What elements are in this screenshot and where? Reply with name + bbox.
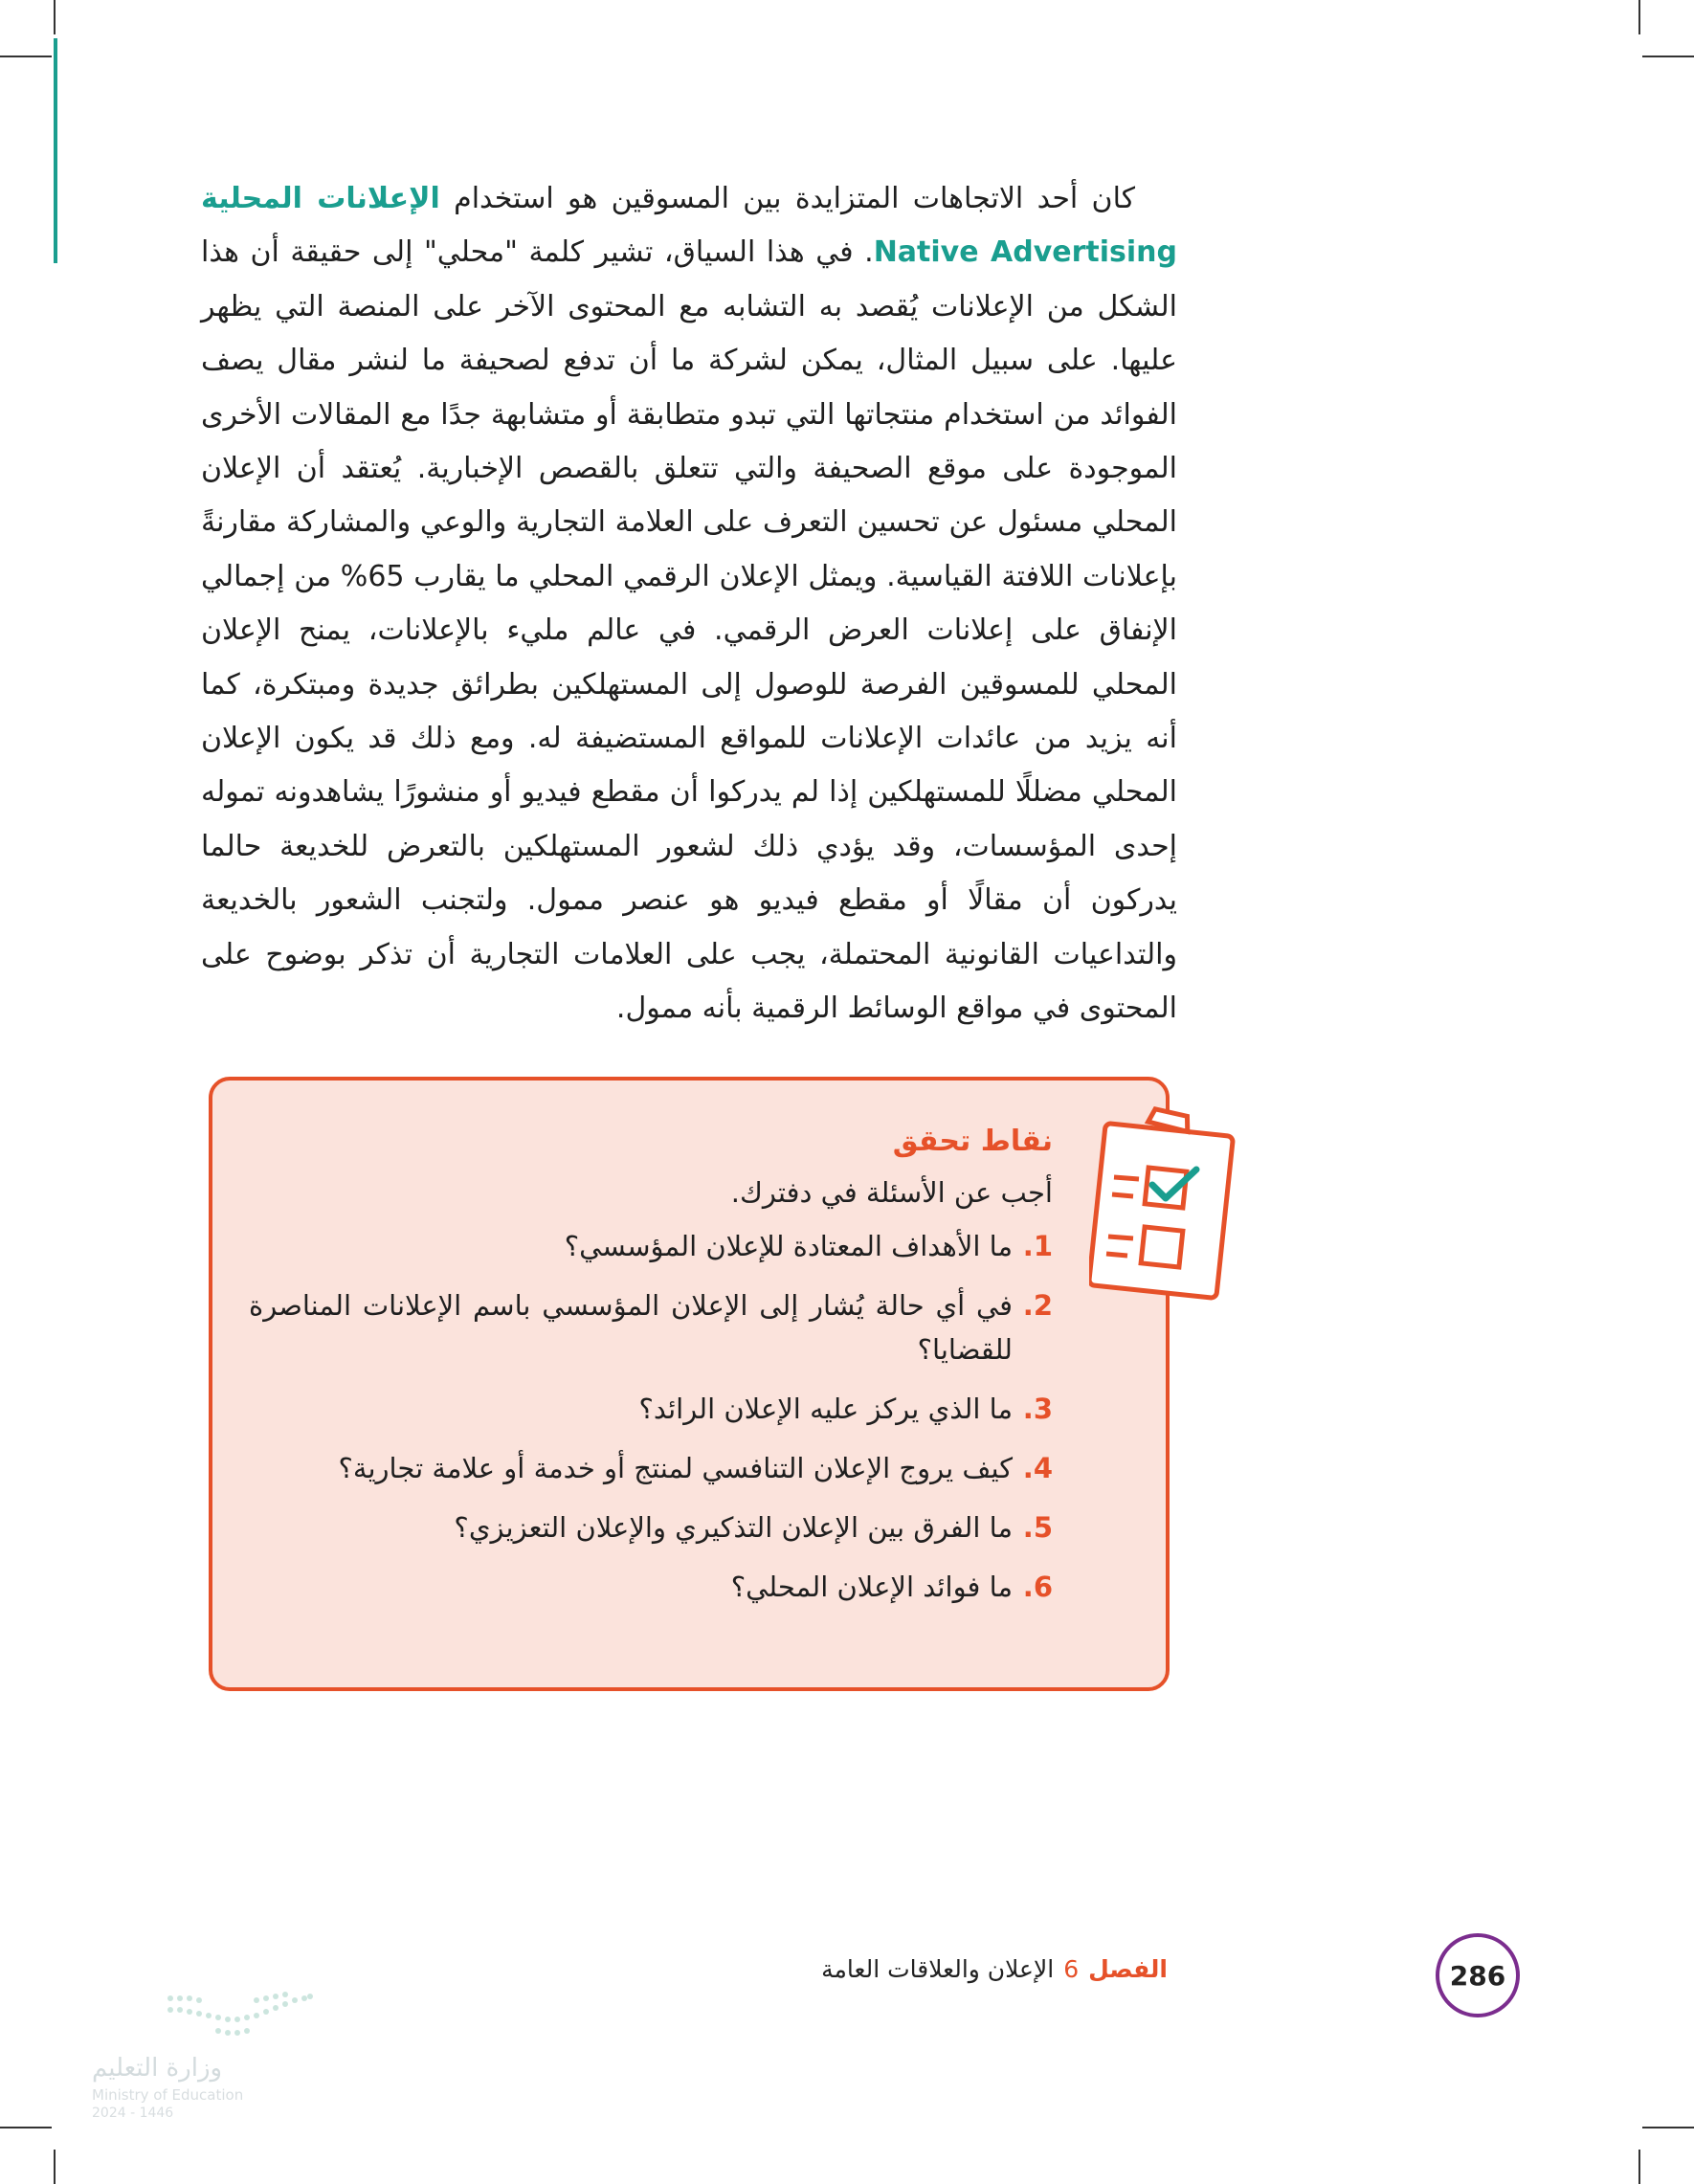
- chapter-number: 6: [1063, 1955, 1080, 1983]
- question-item: [249, 1446, 1053, 1490]
- chapter-title: الإعلان والعلاقات العامة: [821, 1955, 1055, 1983]
- crop-mark: [1642, 2127, 1694, 2128]
- question-item: [249, 1387, 1053, 1431]
- checkpoints-box: [209, 1077, 1170, 1691]
- question-item: [249, 1565, 1053, 1609]
- crop-mark: [54, 2150, 56, 2184]
- question-number: 4.: [1022, 1452, 1053, 1484]
- ministry-logo: [92, 1983, 322, 2127]
- question-number: 6.: [1022, 1571, 1053, 1603]
- clipboard-checklist-icon: [1089, 1103, 1242, 1304]
- key-term-english: Native Advertising: [873, 235, 1177, 270]
- edition-year: 2024 - 1446: [92, 2106, 174, 2121]
- question-text: ما الأهداف المعتادة للإعلان المؤسسي؟: [564, 1230, 1013, 1262]
- crop-mark: [1638, 0, 1640, 34]
- crop-mark: [54, 0, 56, 34]
- question-text: ما الذي يركز عليه الإعلان الرائد؟: [638, 1393, 1013, 1425]
- question-number: 3.: [1022, 1393, 1053, 1425]
- margin-accent-dash: [54, 144, 57, 149]
- page-number: 286: [1436, 1933, 1520, 2017]
- crop-mark: [0, 56, 52, 57]
- question-text: في أي حالة يُشار إلى الإعلان المؤسسي باسم الإعلانات المناصرة للقضايا؟: [249, 1289, 1013, 1366]
- chapter-footer: [821, 1955, 1168, 1983]
- question-item: [249, 1505, 1053, 1549]
- crop-mark: [0, 2127, 52, 2128]
- key-term-arabic: الإعلانات المحلية: [201, 182, 440, 215]
- question-item: [249, 1224, 1053, 1268]
- margin-accent-dash: [54, 63, 57, 69]
- article-text: . في هذا السياق، تشير كلمة "محلي" إلى حقيقة أن هذا الشكل من الإعلانات يُقصد به التشابه مع المحتوى الآخر على المنصة التي يظهر عليها. على سبيل المثال، يمكن لشركة ما أن تدفع لصحيفة ما لنشر مقال يصف الفوائد من استخدام منتجاتها التي تبدو متطابقة أو متشابهة جدًا مع المقالات الأخرى الموجودة على موقع الصحيفة والتي تتعلق بالقصص الإخبارية. يُعتقد أن الإعلان المحلي مسئول عن تحسين التعرف على العلامة التجارية والوعي والمشاركة مقارنةً بإعلانات اللافتة القياسية. ويمثل الإعلان الرقمي المحلي ما يقارب 65% من إجمالي الإنفاق على إعلانات العرض الرقمي. في عالم مليء بالإعلانات، يمنح الإعلان المحلي للمسوقين الفرصة للوصول إلى المستهلكين بطرائق جديدة ومبتكرة، كما أنه يزيد من عائدات الإعلانات للمواقع المستضيفة له. ومع ذلك قد يكون الإعلان المحلي مضللًا للمستهلكين إذا لم يدركوا أن مقطع فيديو أو منشورًا يشاهدونه تموله إحدى المؤسسات، وقد يؤدي ذلك لشعور المستهلكين بالتعرض للخديعة حالما يدركون أن مقالًا أو مقطع فيديو هو عنصر ممول. ولتجنب الشعور بالخديعة والتداعيات القانونية المحتملة، يجب على العلامات التجارية أن تذكر بوضوح على المحتوى في مواقع الوسائط الرقمية بأنه ممول.: [201, 235, 1178, 1026]
- article-body: [201, 172, 1177, 1036]
- question-number: 1.: [1022, 1230, 1053, 1262]
- margin-accent-bar: [54, 38, 57, 263]
- chapter-label: الفصل: [1088, 1955, 1168, 1983]
- question-text: كيف يروج الإعلان التنافسي لمنتج أو خدمة أو علامة تجارية؟: [338, 1452, 1013, 1484]
- crop-mark: [1638, 2150, 1640, 2184]
- crop-mark: [1642, 56, 1694, 57]
- ministry-dots-icon: [165, 1989, 318, 2044]
- question-text: ما فوائد الإعلان المحلي؟: [730, 1571, 1013, 1603]
- article-intro: كان أحد الاتجاهات المتزايدة بين المسوقين هو استخدام: [454, 182, 1136, 215]
- question-number: 2.: [1022, 1289, 1053, 1322]
- ministry-name-ar: وزارة التعليم: [92, 2054, 223, 2083]
- question-number: 5.: [1022, 1511, 1053, 1544]
- checkpoints-title: نقاط تحقق: [892, 1125, 1053, 1158]
- question-list: [249, 1224, 1053, 1624]
- checkpoints-instruction: أجب عن الأسئلة في دفترك.: [730, 1176, 1053, 1209]
- ministry-name-en: Ministry of Education: [92, 2086, 244, 2104]
- article-paragraph: [201, 172, 1177, 1036]
- question-item: [249, 1283, 1053, 1371]
- question-text: ما الفرق بين الإعلان التذكيري والإعلان التعزيزي؟: [454, 1511, 1013, 1544]
